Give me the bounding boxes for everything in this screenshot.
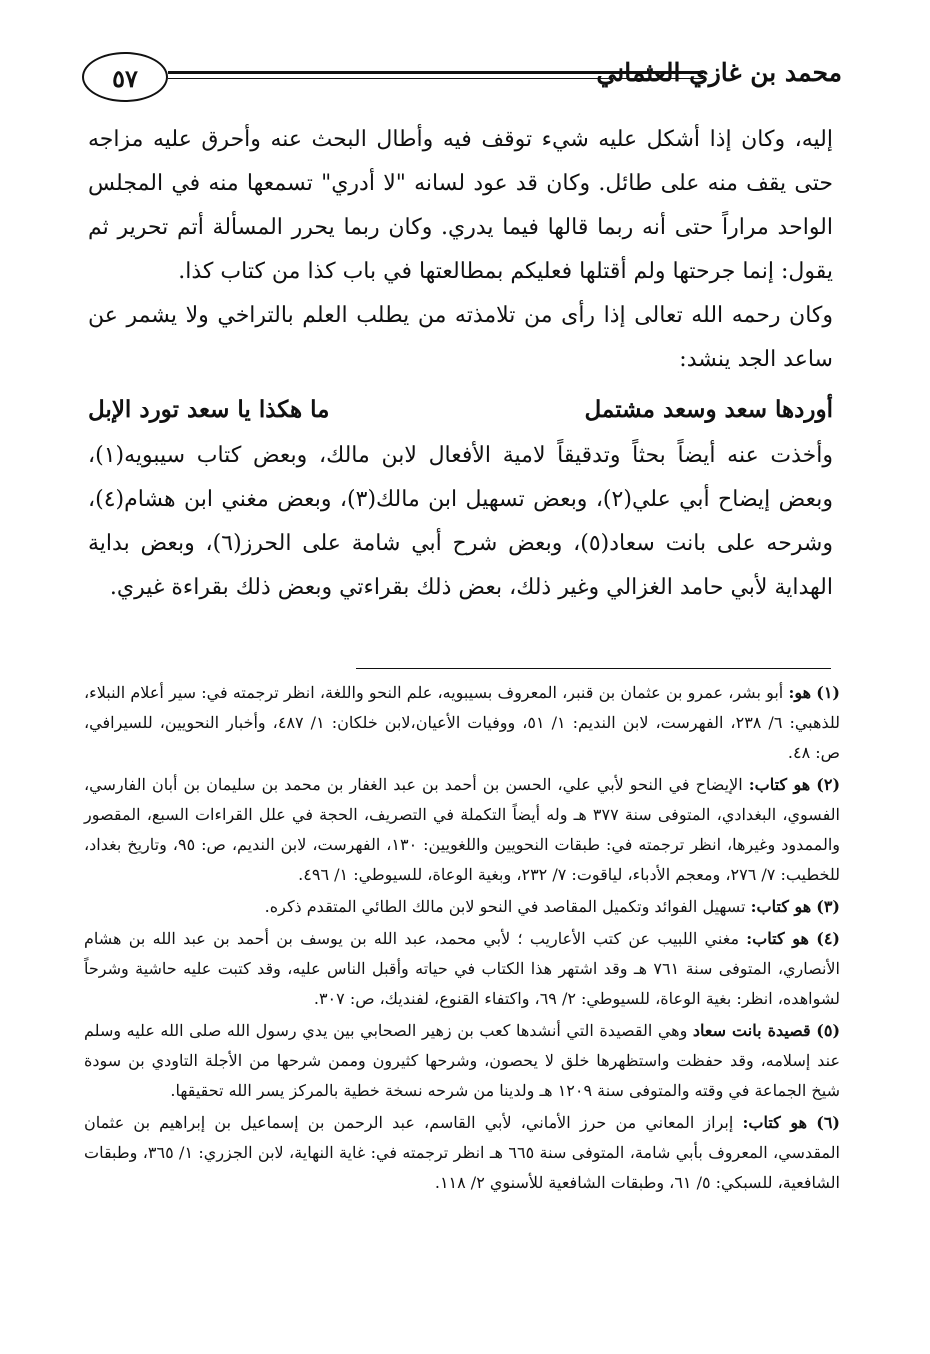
footnote-number: (٦) [816,1113,840,1132]
page-header [82,52,842,110]
footnote-lead: هو كتاب: [750,897,812,916]
footnote [84,678,840,768]
footnote [84,924,840,1014]
paragraph: إليه، وكان إذا أشكل عليه شيء توقف فيه وأطال البحث عنه وأحرق عليه مزاجه حتى يقف منه على طائل. وكان قد عود لسانه "لا أدري" تسمعها منه في المجلس الواحد مراراً حتى أنه ربما قالها فيما يدري. وكان ربما يحرر المسألة أتم تحرير ثم يقول: إنما جرحتها ولم أقتلها فعليكم بمطالعتها في باب كذا من كتاب كذا. [88,127,833,284]
footnote [84,770,840,890]
footnote-text: أبو بشر، عمرو بن عثمان بن قنبر، المعروف بسيبويه، علم النحو واللغة، انظر ترجمته في: سير أعلام النبلاء، للذهبي: ٦/ ٢٣٨، الفهرست، لابن النديم: ١/ ٥١، ووفيات الأعيان،لابن خلكان: ١/ ٤٨٧، وأخبار النحويين، للسيرافي، ص: ٤٨. [84,683,841,762]
footnote-text: الإيضاح في النحو لأبي علي، الحسن بن أحمد بن عبد الغفار بن محمد بن سليمان بن أبان الفارسي، الفسوي، البغدادي، المتوفى سنة ٣٧٧ هـ وله أيضاً التكملة في التصريف، الحجة في علل القراءات السبع، المقصور والممدود وغيرها، انظر ترجمته في: طبقات النحويين واللغويين: ١٣٠، الفهرست، لابن النديم، ص: ٩٥، وتاريخ بغداد، للخطيب: ٧/ ٢٧٦، ومعجم الأدباء، لياقوت: ٧/ ٢٣٢، وبغية الوعاة، للسيوطي: ١/ ٤٩٦. [84,775,841,884]
footnote [84,1108,840,1198]
footnote-lead: هو كتاب: [748,775,811,794]
page-number: ٥٧ [82,52,168,102]
footnote-text: تسهيل الفوائد وتكميل المقاصد في النحو لابن مالك الطائي المتقدم ذكره. [264,897,746,916]
paragraph: وكان رحمه الله تعالى إذا رأى من تلامذته من يطلب العلم بالتراخي ولا يشمر عن ساعد الجد ينشد: [88,303,833,372]
footnote-number: (٣) [816,897,840,916]
footnote-text: وهي القصيدة التي أنشدها كعب بن زهير الصحابي بين يدي رسول الله صلى الله عليه وسلم عند إسلامه، وقد حفظت واستظهرها خلق لا يحصون، وشرحها كثيرون وممن شرحها من الأجلة التاودي بن سودة شيخ الجماعة في وقته والمتوفى سنة ١٢٠٩ هـ ولدينا من شرحه نسخة خطية بالمركز يسر الله تحقيقها. [84,1021,840,1100]
footnote [84,1016,840,1106]
footnote-number: (٢) [816,775,841,794]
footnote-lead: هو كتاب: [746,929,809,948]
footnote-number: (٤) [816,929,840,948]
verse-second-hemistich: أوردها سعد وسعد مشتمل [584,396,833,423]
footnote-text: إبراز المعاني من حرز الأماني، لأبي القاسم، عبد الرحمن بن إسماعيل بن إبراهيم بن عثمان المقدسي، المعروف بأبي شامة، المتوفى سنة ٦٦٥ هـ انظر ترجمته في: غاية النهاية، لابن الجزري: ١/ ٣٦٥، وطبقات الشافعية، للسبكي: ٥/ ٦١، وطبقات الشافعية للأسنوي ٢/ ١١٨. [84,1113,841,1192]
footnote-lead: قصيدة بانت سعاد [692,1021,811,1040]
footnote-number: (١) [816,683,840,702]
footnote-number: (٥) [816,1021,841,1040]
footnote-lead: هو: [788,683,812,702]
paragraph: وأخذت عنه أيضاً بحثاً وتدقيقاً لامية الأفعال لابن مالك، وبعض كتاب سيبويه(١)، وبعض إيضاح أبي علي(٢)، وبعض تسهيل ابن مالك(٣)، وبعض مغني ابن هشام(٤)، وشرحه على بانت سعاد(٥)، وبعض شرح أبي شامة على الحرز(٦)، وبعض بداية الهداية لأبي حامد الغزالي وغير ذلك، بعض ذلك بقراءتي وبعض ذلك بقراءة غيري. [88,443,833,600]
verse-first-hemistich: ما هكذا يا سعد تورد الإبل [88,396,330,423]
footnotes [84,678,840,1200]
footnote [84,892,840,922]
footnote-separator [356,668,831,669]
main-text [88,118,833,610]
poetry-verse [88,388,833,432]
footnote-lead: هو كتاب: [742,1113,808,1132]
running-title: محمد بن غازي العثماني [596,58,842,87]
footnote-text: مغني اللبيب عن كتب الأعاريب ؛ لأبي محمد، عبد الله بن يوسف بن أحمد بن عبد الله بن هشام الأنصاري، المتوفى سنة ٧٦١ هـ وقد اشتهر هذا الكتاب في حياته وأقبل الناس عليه، وقد كتبت عليه حاشية وشرحاً لشواهده، انظر: بغية الوعاة، للسيوطي: ٢/ ٦٩، واكتفاء القنوع، لفنديك، ص: ٣٠٧. [84,929,841,1008]
